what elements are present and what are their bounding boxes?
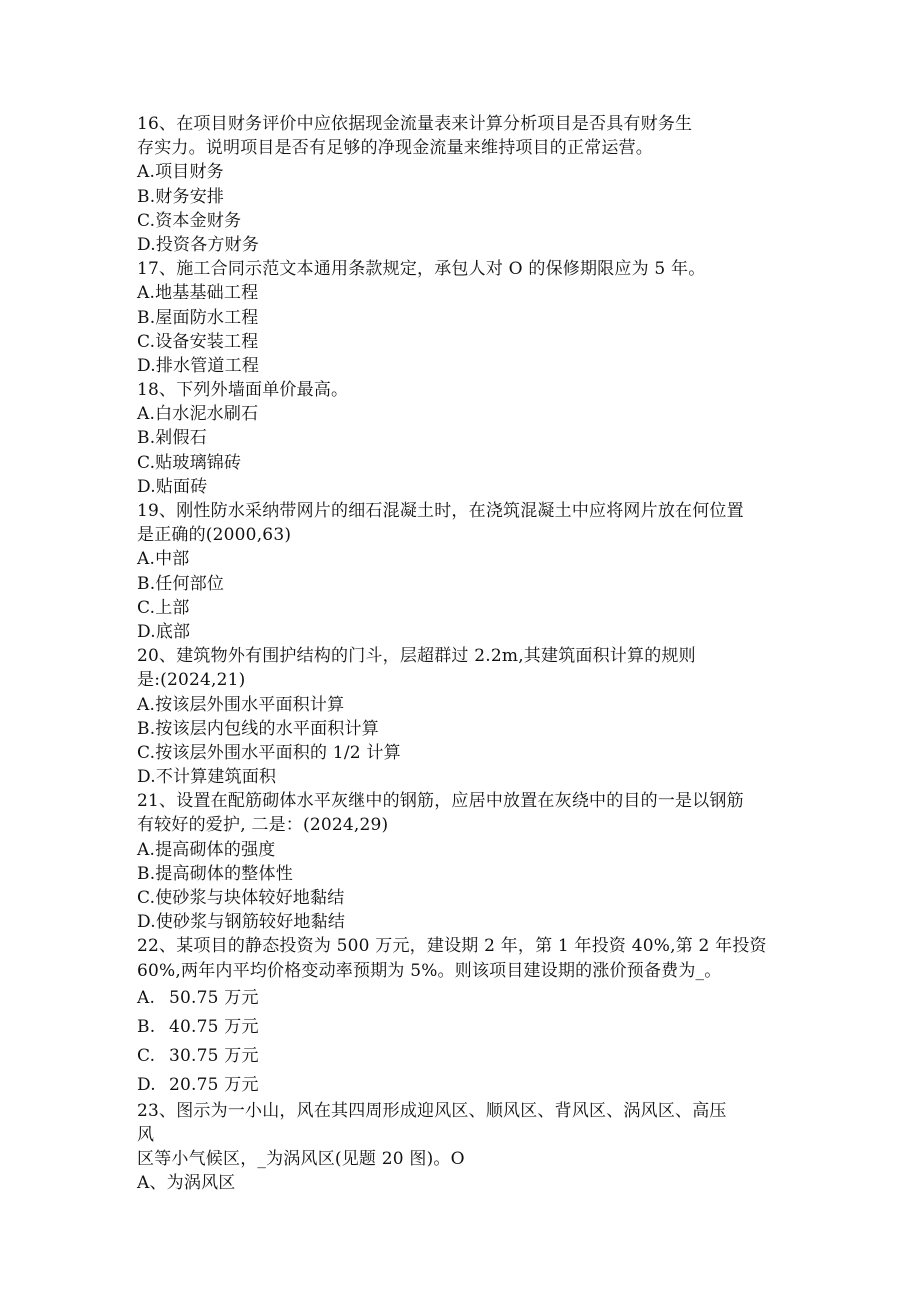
option-b: B.屋面防水工程 [137, 307, 259, 328]
option-d: D.贴面砖 [137, 476, 208, 497]
question-text: 20、建筑物外有围护结构的门斗，层超群过 2.2m,其建筑面积计算的规则 [137, 646, 696, 667]
option-d: D.不计算建筑面积 [137, 767, 277, 788]
option-text: 50.75 万元 [169, 987, 259, 1008]
question-text: 有较好的爱护, 二是：(2024,29) [137, 815, 389, 836]
question-text: 17、施工合同示范文本通用条款规定，承包人对 O 的保修期限应为 5 年。 [137, 259, 706, 280]
question-text: 是:(2024,21) [137, 670, 246, 691]
option-d: D.投资各方财务 [137, 234, 260, 255]
option-a: A.地基基础工程 [137, 283, 259, 304]
option-label: D. [137, 1074, 156, 1095]
option-label: B. [137, 1016, 156, 1037]
option-c: C.贴玻璃锦砖 [137, 452, 242, 473]
option-a: A.项目财务 [137, 162, 224, 183]
option-b: B.按该层内包线的水平面积计算 [137, 718, 379, 739]
question-text: 存实力。说明项目是否有足够的净现金流量来维持项目的正常运营。 [137, 138, 653, 159]
option-text: 30.75 万元 [169, 1045, 259, 1066]
question-16 [137, 112, 787, 257]
question-21 [137, 789, 787, 934]
option-label: A. [137, 987, 156, 1008]
option-a: A.白水泥水刷石 [137, 404, 259, 425]
option-b: B.任何部位 [137, 573, 225, 594]
question-text: 21、设置在配筋砌体水平灰继中的钢筋，应居中放置在灰绕中的目的一是以钢筋 [137, 791, 744, 812]
option-text: 20.75 万元 [169, 1074, 259, 1095]
question-text: 风 [137, 1124, 155, 1145]
option-c: C.上部 [137, 597, 190, 618]
question-17 [137, 257, 787, 378]
option-a: A.提高砌体的强度 [137, 839, 276, 860]
option-b: B.财务安排 [137, 186, 225, 207]
option-b: B.剁假石 [137, 428, 207, 449]
question-text: 16、在项目财务评价中应依据现金流量表来计算分析项目是否具有财务生 [137, 114, 693, 134]
question-text: 22、某项目的静态投资为 500 万元，建设期 2 年，第 1 年投资 40%,第 2 年投资 [137, 936, 767, 957]
option-label: C. [137, 1045, 156, 1066]
question-text: 18、下列外墙面单价最高。 [137, 380, 349, 401]
option-text: 40.75 万元 [169, 1016, 259, 1037]
question-20 [137, 644, 787, 789]
question-text: 19、刚性防水采纳带网片的细石混凝土时，在浇筑混凝土中应将网片放在何位置 [137, 501, 744, 521]
option-c: C.设备安装工程 [137, 331, 259, 352]
option-b: B.提高砌体的整体性 [137, 863, 293, 884]
option-c: C.资本金财务 [137, 210, 242, 231]
question-18 [137, 378, 787, 499]
option-c: C.按该层外围水平面积的 1/2 计算 [137, 742, 401, 763]
option-b [137, 1014, 787, 1041]
option-c: C.使砂浆与块体较好地黏结 [137, 888, 345, 908]
question-19 [137, 499, 787, 644]
question-text: 是正确的(2000,63) [137, 525, 292, 546]
question-text: 60%,两年内平均价格变动率预期为 5%。则该项目建设期的涨价预备费为_。 [137, 960, 722, 981]
option-a: A.按该层外围水平面积计算 [137, 694, 345, 715]
question-22 [137, 934, 787, 1098]
option-d [137, 1072, 787, 1099]
option-d: D.排水管道工程 [137, 355, 260, 376]
document-page [137, 112, 787, 1196]
question-text: 区等小气候区，_为涡风区(见题 20 图)。O [137, 1149, 465, 1170]
option-d: D.底部 [137, 621, 191, 642]
question-23 [137, 1099, 787, 1196]
option-a: A、为涡风区 [137, 1173, 236, 1194]
option-a: A.中部 [137, 549, 190, 570]
option-d: D.使砂浆与钢筋较好地黏结 [137, 912, 346, 933]
option-c [137, 1043, 787, 1070]
option-a [137, 985, 787, 1012]
question-text: 23、图示为一小山，风在其四周形成迎风区、顺风区、背风区、涡风区、高压 [137, 1100, 727, 1121]
